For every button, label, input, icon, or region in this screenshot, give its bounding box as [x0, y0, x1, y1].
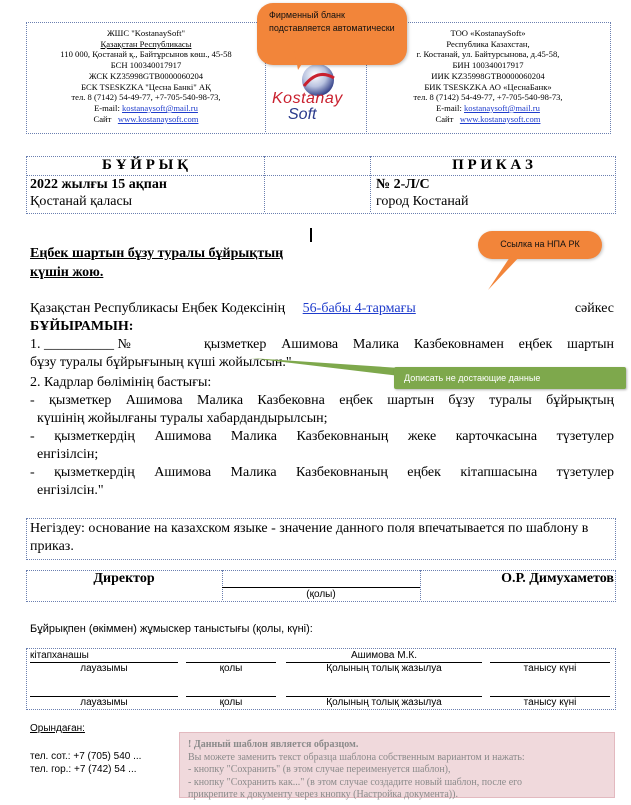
ack-caption-date: танысу күні — [523, 663, 577, 674]
order-number-ru: № 2-Л/С — [376, 177, 430, 192]
bullet-2-line-2: енгізілсін; — [30, 447, 99, 462]
preamble-end: сәйкес — [574, 301, 614, 316]
email-label: E-mail: — [94, 102, 120, 113]
ack-fullname: Ашимова М.К. — [351, 650, 417, 661]
callout-pointer-icon — [484, 254, 524, 294]
letterhead-kz-line: 110 000, Қостанай қ., Байтұрсынов көш., 45-58 — [60, 49, 232, 60]
preamble-text: Қазақстан Республикасы Еңбек Кодексінің — [30, 301, 286, 316]
ack-caption-sign: қолы — [219, 697, 243, 708]
letterhead-kz — [28, 28, 264, 124]
notice-line: - кнопку "Сохранить как..." (в этом случае создадите новый шаблон, после его — [188, 776, 523, 788]
text-cursor — [310, 228, 312, 242]
item-1-line-2: бұзу туралы бұйрығының күші жойылсын." — [30, 355, 292, 370]
email-link[interactable]: kostanaysoft@mail.ru — [464, 102, 540, 113]
signature-caption: (қолы) — [306, 589, 336, 600]
ack-position: кітапханашы — [30, 650, 89, 661]
bullet-3-line-2: енгізілсін." — [30, 483, 104, 498]
template-notice — [179, 732, 615, 798]
ack-caption-fullname: Қолының толық жазылуа — [326, 663, 442, 674]
bullet-2-line-1: - қызметкердің Ашимова Малика Казбековнаның жеке карточкасына түзетулер — [30, 429, 614, 444]
executor-mobile: тел. сот.: +7 (705) 540 ... — [30, 751, 142, 762]
letterhead-kz-line: Қазақстан Республикасы — [100, 38, 192, 49]
letterhead-ru-line: ТОО «KostanaySoft» — [450, 28, 526, 38]
ack-caption-position: лауазымы — [80, 663, 128, 674]
letterhead-ru-line: ИИК KZ35998GTB0000060204 — [431, 70, 545, 81]
order-city-kz: Қостанай қаласы — [30, 194, 133, 209]
item-1-line-1: қызметкер Ашимова Малика Казбековнамен еңбек шартын — [204, 337, 614, 352]
notice-line: - кнопку "Сохранить" (в этом случае переименуется шаблон), — [188, 764, 451, 775]
notice-line: Вы можете заменить текст образца шаблона собственным вариантом и нажать: — [188, 751, 525, 763]
site-link[interactable]: www.kostanaysoft.com — [117, 113, 199, 124]
logo-text-bottom: Soft — [288, 106, 317, 123]
order-word: БҰЙЫРАМЫН: — [30, 319, 134, 334]
email-label: E-mail: — [436, 102, 462, 113]
letterhead-ru-line: г. Костанай, ул. Байтурсынова, д.45-58, — [416, 49, 560, 60]
ack-caption-sign: қолы — [219, 663, 243, 674]
letterhead-kz-line: тел. 8 (7142) 54-49-77, +7-705-540-98-73, — [71, 92, 221, 103]
ack-title: Бұйрықпен (өкіммен) жұмыскер таныстығы (қолы, күні): — [30, 623, 313, 635]
basis-text: Негіздеу: основание на казахском языке - значение данного поля впечатывается по шаблону в приказ. — [30, 521, 589, 554]
item-1-prefix: 1. __________ № — [30, 337, 131, 352]
npa-link[interactable]: 56-бабы 4-тармағы — [302, 301, 416, 316]
order-city-ru: город Костанай — [376, 194, 469, 209]
bullet-1-line-1: - қызметкер Ашимова Малика Казбековна еңбек шартын бұзу туралы бұйрықтың — [30, 393, 614, 408]
item-2: 2. Кадрлар бөлімінің бастығы: — [30, 375, 212, 390]
ack-caption-date: танысу күні — [523, 697, 577, 708]
letterhead-ru-line: Республика Казахстан, — [446, 38, 530, 49]
order-date-kz: 2022 жылғы 15 ақпан — [30, 177, 167, 192]
notice-line: прикрепите к документу через кнопку (Настройка документа)). — [188, 789, 458, 800]
callout-text: Фирменный бланк подставляется автоматически — [269, 10, 395, 33]
letterhead-ru-line: БИН 100340017917 — [452, 60, 524, 71]
callout-pointer-icon — [290, 48, 320, 72]
signature-name: О.Р. Димухаметов — [501, 571, 614, 586]
letterhead-ru-line: тел. 8 (7142) 54-49-77, +7-705-540-98-73, — [413, 92, 563, 103]
ack-caption-fullname: Қолының толық жазылуа — [326, 697, 442, 708]
callout-text: Ссылка на НПА РК — [500, 239, 580, 249]
callout-missing: Дописать не достающие данные — [394, 367, 626, 389]
preamble — [30, 300, 614, 318]
order-subject: Еңбек шартын бұзу туралы бұйрықтың күшін жою. — [30, 246, 284, 280]
letterhead-kz-line: ЖСК KZ35998GTB0000060204 — [88, 70, 204, 81]
callout-letterhead — [257, 3, 407, 65]
letterhead-kz-line: БСН 100340017917 — [110, 60, 182, 71]
signature-role: Директор — [93, 571, 155, 586]
logo-text-top: Kostanay — [272, 90, 343, 107]
bullet-1-line-2: күшінің жойылғаны туралы хабардандырылсын; — [30, 411, 328, 426]
letterhead-kz-line: ЖШС "KostanaySoft" — [106, 28, 186, 38]
callout-pointer-icon — [250, 356, 410, 380]
executor-label: Орындаған: — [30, 723, 85, 734]
bullet-3-line-1: - қызметкердің Ашимова Малика Казбековнаның еңбек кітапшасына түзетулер — [30, 465, 614, 480]
order-title-ru: П Р И К А З — [452, 157, 533, 173]
site-label: Сайт — [435, 113, 454, 124]
order-title-kz: Б Ұ Й Р Ы Қ — [102, 157, 188, 173]
email-link[interactable]: kostanaysoft@mail.ru — [122, 102, 198, 113]
notice-title: ! Данный шаблон является образцом. — [188, 739, 359, 750]
executor-city-phone: тел. гор.: +7 (742) 54 ... — [30, 764, 137, 775]
site-link[interactable]: www.kostanaysoft.com — [459, 113, 541, 124]
letterhead-kz-line: БСК TSESKZKA "Цесна Банкі" АҚ — [81, 81, 211, 92]
site-label: Сайт — [93, 113, 112, 124]
letterhead-ru-line: БИК TSESKZKA АО «ЦеснаБанк» — [424, 81, 552, 92]
ack-caption-position: лауазымы — [80, 697, 128, 708]
